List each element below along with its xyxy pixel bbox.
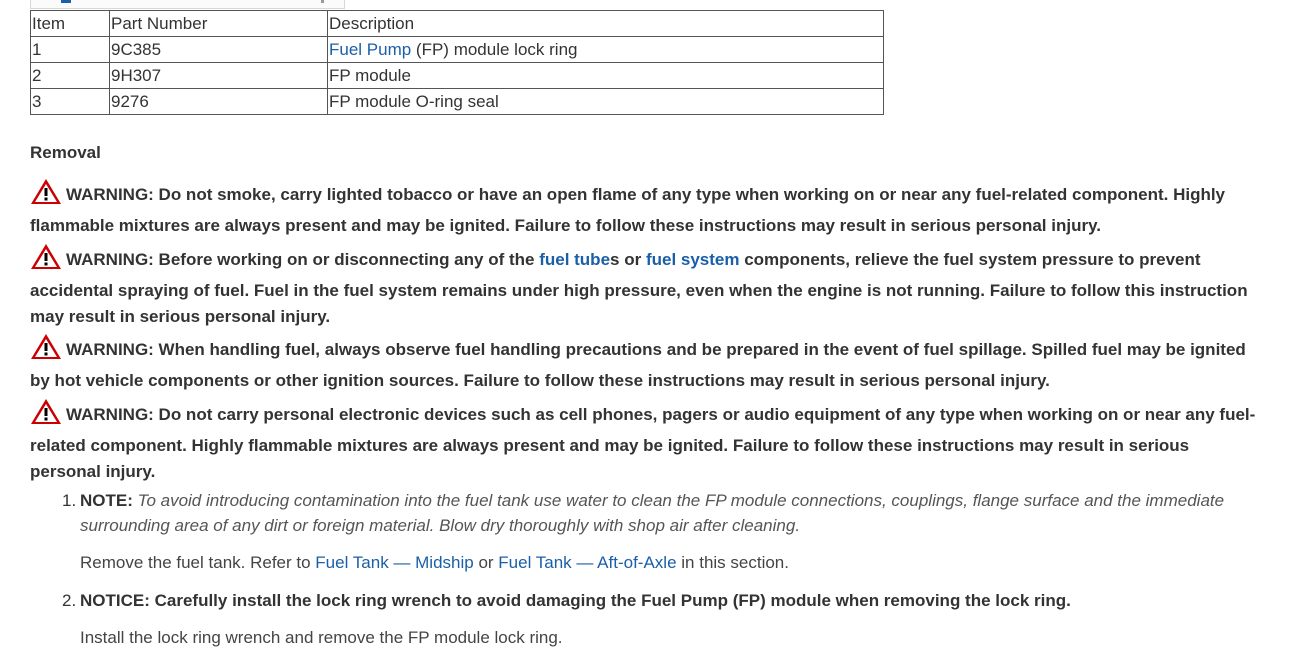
cell-part: 9276 — [110, 89, 328, 115]
section-title: Removal — [30, 143, 101, 162]
table-row — [31, 37, 884, 63]
desc-text: (FP) module lock ring — [411, 40, 578, 59]
step-number: 2. — [62, 591, 77, 610]
warning-text-segment: WARNING: Do not smoke, carry lighted tobacco or have an open flame of any type when working on or near any fuel-related component. Highly flammable mixtures are always present and may be ignited. Failure to follow these instructions may result in serious personal injury. — [30, 185, 1226, 235]
warning-block-3 — [30, 333, 1260, 394]
warning-block-2 — [30, 243, 1260, 330]
warning-block-4 — [30, 398, 1260, 485]
warning-text-segment: WARNING: Before working on or disconnecting any of the — [66, 250, 540, 269]
instruction-mid: or — [473, 553, 499, 572]
step-note — [80, 488, 1240, 538]
cell-desc: FP module O-ring seal — [328, 89, 884, 115]
warning-block-1 — [30, 178, 1260, 239]
cell-item: 1 — [31, 37, 110, 63]
cell-item: 3 — [31, 89, 110, 115]
previous-element-stub — [30, 0, 345, 9]
instruction-post: in this section. — [676, 553, 789, 572]
instruction-pre: Remove the fuel tank. Refer to — [80, 553, 316, 572]
step-notice: NOTICE: Carefully install the lock ring wrench to avoid damaging the Fuel Pump (FP) module when removing the lock ring. — [80, 591, 1071, 610]
parts-table — [30, 10, 884, 115]
table-row — [31, 63, 884, 89]
warning-triangle-icon — [30, 243, 62, 278]
header-item: Item — [31, 11, 110, 37]
cell-part: 9H307 — [110, 63, 328, 89]
warning-triangle-icon — [30, 398, 62, 433]
table-header-row — [31, 11, 884, 37]
fuel-tube-link[interactable]: fuel tube — [539, 250, 611, 269]
warning-text-segment: s or — [610, 250, 646, 269]
warning-text — [30, 340, 1246, 390]
warning-triangle-icon — [30, 178, 62, 213]
fuel-system-link[interactable]: fuel system — [645, 250, 740, 269]
warning-text-segment: components, relieve the fuel system pressure to prevent accidental spraying of fuel. Fuel in the fuel system remains under high pressure, even when the engine is not running. Failure to follow this instruction may result in serious personal injury. — [30, 250, 1248, 326]
header-part-number: Part Number — [110, 11, 328, 37]
warning-text — [30, 250, 1248, 326]
fuel-tank-midship-link[interactable]: Fuel Tank — Midship — [315, 553, 474, 572]
warning-text-segment: WARNING: When handling fuel, always observe fuel handling precautions and be prepared in the event of fuel spillage. Spilled fuel may be ignited by hot vehicle components or other ignition sources. Failure to follow these instructions may result in serious personal injury. — [30, 340, 1246, 390]
warning-text-segment: WARNING: Do not carry personal electronic devices such as cell phones, pagers or audio equipment of any type when working on or near any fuel-related component. Highly flammable mixtures are always present and may be ignited. Failure to follow these instructions may result in serious personal injury. — [30, 405, 1256, 481]
note-label: NOTE: — [80, 491, 133, 510]
table-row — [31, 89, 884, 115]
step-number: 1. — [62, 491, 77, 510]
warning-text — [30, 405, 1255, 481]
cell-item: 2 — [31, 63, 110, 89]
header-description: Description — [328, 11, 884, 37]
step-2-instruction: Install the lock ring wrench and remove the FP module lock ring. — [80, 628, 563, 647]
stub-link-fragment — [61, 0, 71, 3]
note-text: To avoid introducing contamination into the fuel tank use water to clean the FP module connections, couplings, flange surface and the immediate surrounding area of any dirt or foreign material. Blow dry thoroughly with shop air after cleaning. — [80, 491, 1225, 535]
fuel-tank-aft-of-axle-link[interactable]: Fuel Tank — Aft-of-Axle — [498, 553, 677, 572]
step-1-instruction — [80, 550, 789, 575]
cell-desc: FP module — [328, 63, 884, 89]
stub-mark — [321, 0, 324, 3]
fuel-pump-link[interactable]: Fuel Pump — [329, 40, 412, 59]
warning-triangle-icon — [30, 333, 62, 368]
warning-text — [30, 185, 1225, 235]
cell-part: 9C385 — [110, 37, 328, 63]
cell-desc — [328, 37, 884, 63]
